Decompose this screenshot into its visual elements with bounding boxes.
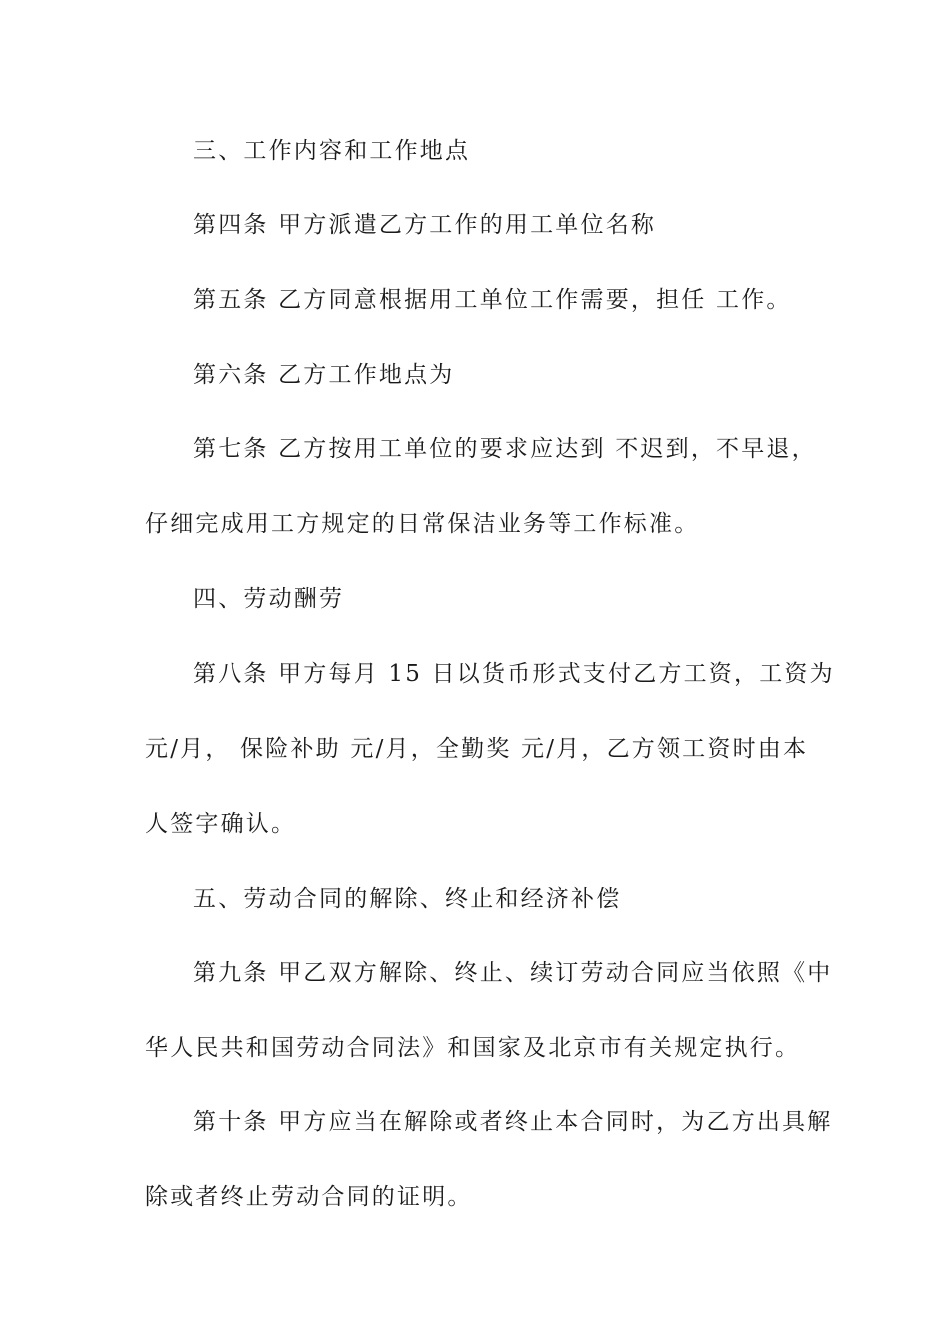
article-8-line-3: 人签字确认。: [145, 811, 297, 837]
article-4: 第四条 甲方派遣乙方工作的用工单位名称: [193, 212, 657, 238]
article-7-line-1: 第七条 乙方按用工单位的要求应达到 不迟到，不早退，: [193, 436, 817, 462]
article-10-line-1: 第十条 甲方应当在解除或者终止本合同时，为乙方出具解: [193, 1109, 833, 1135]
section-heading-4: 四、劳动酬劳: [193, 586, 345, 612]
article-9-line-1: 第九条 甲乙双方解除、终止、续订劳动合同应当依照《中: [193, 960, 833, 986]
section-heading-5: 五、劳动合同的解除、终止和经济补偿: [193, 886, 622, 912]
article-5: 第五条 乙方同意根据用工单位工作需要，担任 工作。: [193, 287, 792, 313]
article-8-line-1: 第八条 甲方每月 15 日以货币形式支付乙方工资，工资为: [193, 661, 835, 687]
article-8-line-2: 元/月， 保险补助 元/月，全勤奖 元/月，乙方领工资时由本: [145, 736, 809, 762]
article-10-line-2: 除或者终止劳动合同的证明。: [145, 1184, 473, 1210]
section-heading-3: 三、工作内容和工作地点: [193, 138, 471, 164]
article-7-line-2: 仔细完成用工方规定的日常保洁业务等工作标准。: [145, 511, 700, 537]
article-9-line-2: 华人民共和国劳动合同法》和国家及北京市有关规定执行。: [145, 1035, 801, 1061]
article-6: 第六条 乙方工作地点为: [193, 362, 455, 388]
